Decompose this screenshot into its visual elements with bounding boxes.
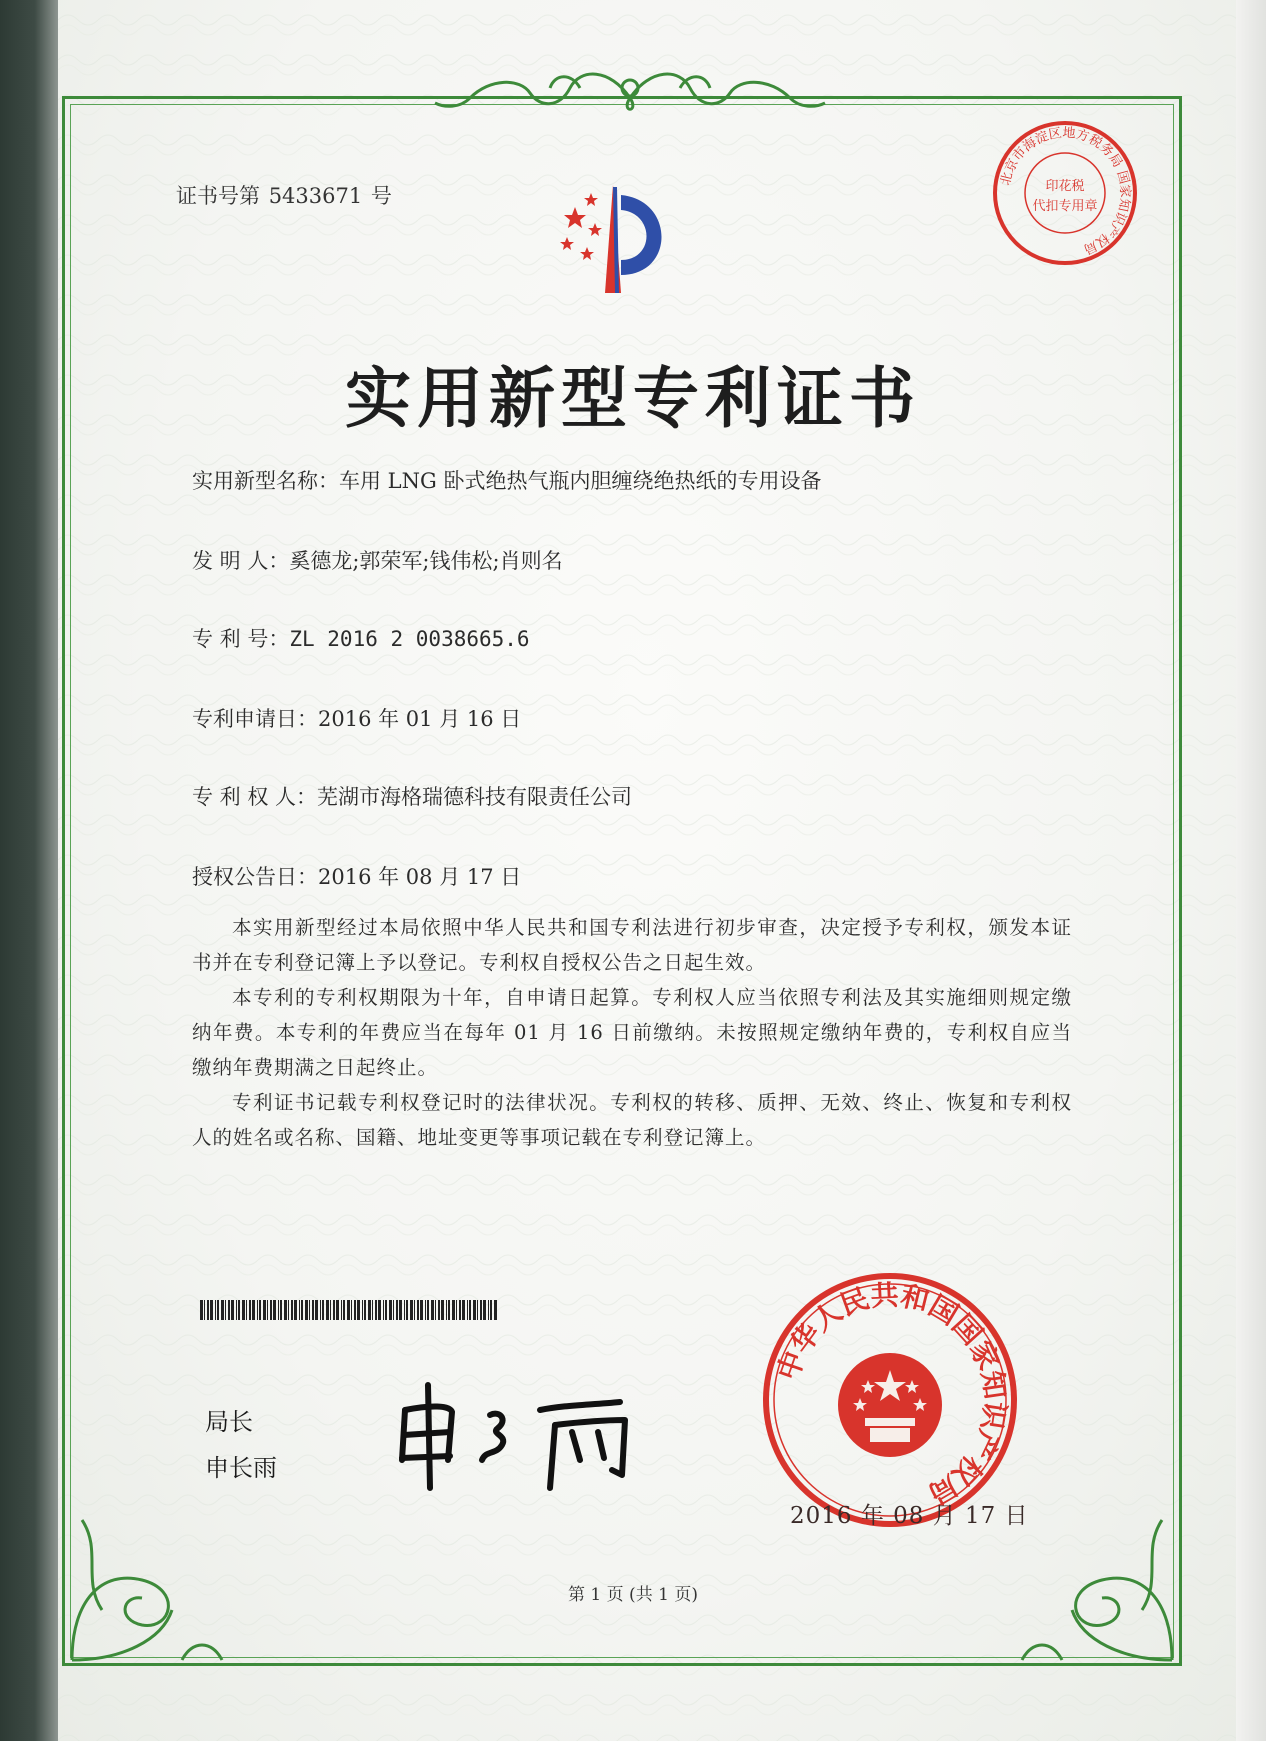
barcode-bar	[483, 1300, 486, 1320]
field-grant-date	[192, 861, 521, 891]
name-value: 车用 LNG 卧式绝热气瓶内胆缠绕绝热纸的专用设备	[339, 469, 822, 493]
barcode-bar	[280, 1300, 282, 1320]
barcode-bar	[238, 1300, 240, 1320]
seal-ring-text: 中华人民共和国国家知识产权局	[771, 1278, 1012, 1512]
barcode-bar	[399, 1300, 402, 1320]
certificate-number	[176, 180, 392, 210]
barcode-bar	[435, 1300, 436, 1320]
barcode-bar	[278, 1300, 279, 1320]
certificate-number-value: 5433671	[268, 184, 363, 208]
barcode-bar	[425, 1300, 426, 1320]
barcode-bar	[396, 1300, 398, 1320]
barcode-bar	[452, 1300, 455, 1320]
top-ornament-icon	[430, 58, 830, 128]
national-emblem-icon	[838, 1353, 942, 1457]
barcode-bar	[322, 1300, 324, 1320]
barcode-bar	[333, 1300, 335, 1320]
tax-seal-ring-text: 北京市海淀区地方税务局 国家知识产权局	[998, 125, 1133, 257]
barcode-bar	[217, 1300, 219, 1320]
director-signature-icon	[390, 1370, 650, 1500]
body-paragraph-3: 专利证书记载专利权登记时的法律状况。专利权的转移、质押、无效、终止、恢复和专利权人的姓名或名称、国籍、地址变更等事项记载在专利登记簿上。	[192, 1091, 1072, 1149]
patentee-label: 专 利 权 人：	[192, 785, 318, 809]
application-date-value: 2016 年 01 月 16 日	[318, 707, 522, 731]
barcode-bar	[456, 1300, 457, 1320]
sipo-official-seal-icon	[760, 1270, 1020, 1530]
inventor-value: 奚德龙;郭荣军;钱伟松;肖则名	[289, 549, 563, 573]
certificate-number-suffix: 号	[370, 184, 392, 208]
barcode-bar	[228, 1300, 230, 1320]
patentee-value: 芜湖市海格瑞德科技有限责任公司	[317, 785, 633, 809]
barcode	[200, 1300, 500, 1320]
barcode-bar	[389, 1300, 392, 1320]
barcode-bar	[438, 1300, 440, 1320]
barcode-bar	[259, 1300, 261, 1320]
barcode-bar	[299, 1300, 300, 1320]
barcode-bar	[494, 1300, 497, 1320]
barcode-bar	[459, 1300, 461, 1320]
barcode-bar	[393, 1300, 394, 1320]
field-utility-model-name	[192, 465, 821, 495]
barcode-bar	[462, 1300, 465, 1320]
barcode-bar	[326, 1300, 329, 1320]
barcode-bar	[284, 1300, 287, 1320]
barcode-bar	[288, 1300, 289, 1320]
field-inventor	[192, 545, 563, 575]
barcode-bar	[469, 1300, 471, 1320]
barcode-bar	[473, 1300, 476, 1320]
barcode-bar	[301, 1300, 303, 1320]
patent-number-value: ZL 2016 2 0038665.6	[289, 627, 530, 651]
scan-binding-edge	[0, 0, 58, 1741]
name-label: 实用新型名称：	[192, 469, 339, 493]
body-paragraph-1: 本实用新型经过本局依照中华人民共和国专利法进行初步审查，决定授予专利权，颁发本证书并在专利登记簿上予以登记。专利权自授权公告之日起生效。	[192, 916, 1072, 974]
barcode-bar	[215, 1300, 216, 1320]
barcode-bar	[347, 1300, 350, 1320]
barcode-bar	[231, 1300, 234, 1320]
barcode-bar	[343, 1300, 345, 1320]
barcode-bar	[291, 1300, 293, 1320]
barcode-bar	[378, 1300, 381, 1320]
barcode-bar	[431, 1300, 434, 1320]
certificate-title: 实用新型专利证书	[345, 359, 921, 437]
director-name: 申长雨	[205, 1454, 277, 1482]
barcode-bar	[242, 1300, 245, 1320]
barcode-bar	[448, 1300, 450, 1320]
patent-number-label: 专 利 号：	[192, 627, 290, 651]
field-application-date	[192, 703, 521, 733]
barcode-bar	[305, 1300, 308, 1320]
barcode-bar	[417, 1300, 419, 1320]
certificate-number-label: 证书号第	[176, 184, 260, 208]
bottom-left-ornament-icon	[62, 1460, 232, 1670]
barcode-bar	[309, 1300, 310, 1320]
barcode-bar	[270, 1300, 272, 1320]
barcode-bar	[341, 1300, 342, 1320]
barcode-bar	[368, 1300, 371, 1320]
barcode-bar	[364, 1300, 366, 1320]
tax-seal-center-line2: 代扣专用章	[1032, 199, 1098, 214]
barcode-bar	[221, 1300, 224, 1320]
barcode-bar	[420, 1300, 423, 1320]
barcode-bar	[225, 1300, 226, 1320]
bottom-right-ornament-icon	[1012, 1460, 1182, 1670]
barcode-bar	[207, 1300, 209, 1320]
barcode-bar	[246, 1300, 247, 1320]
barcode-bar	[372, 1300, 373, 1320]
grant-date-value: 2016 年 08 月 17 日	[318, 865, 522, 889]
barcode-bar	[249, 1300, 251, 1320]
barcode-bar	[480, 1300, 482, 1320]
barcode-bar	[406, 1300, 408, 1320]
tax-seal-center-line1: 印花税	[1045, 179, 1085, 194]
barcode-bar	[488, 1300, 489, 1320]
director-title: 局长	[205, 1408, 253, 1436]
barcode-bar	[273, 1300, 276, 1320]
barcode-bar	[383, 1300, 384, 1320]
tax-stamp-seal-icon	[990, 118, 1140, 268]
barcode-bar	[362, 1300, 363, 1320]
barcode-bar	[357, 1300, 360, 1320]
barcode-bar	[320, 1300, 321, 1320]
barcode-bar	[385, 1300, 387, 1320]
barcode-bar	[427, 1300, 429, 1320]
barcode-bar	[354, 1300, 356, 1320]
barcode-bar	[252, 1300, 255, 1320]
application-date-label: 专利申请日：	[192, 707, 318, 731]
barcode-bar	[257, 1300, 258, 1320]
field-patent-number	[192, 623, 530, 653]
barcode-bar	[263, 1300, 266, 1320]
scan-right-edge	[1236, 0, 1266, 1741]
barcode-bar	[414, 1300, 415, 1320]
body-paragraph-2: 本专利的专利权期限为十年，自申请日起算。专利权人应当依照专利法及其实施细则规定缴纳年费。本专利的年费应当在每年 01 月 16 日前缴纳。未按照规定缴纳年费的，专利权自应当缴纳年费期满之日起终止。	[192, 986, 1072, 1079]
barcode-bar	[330, 1300, 331, 1320]
barcode-bar	[477, 1300, 478, 1320]
inventor-label: 发 明 人：	[192, 549, 290, 573]
barcode-bar	[336, 1300, 339, 1320]
barcode-bar	[236, 1300, 237, 1320]
barcode-bar	[404, 1300, 405, 1320]
barcode-bar	[267, 1300, 268, 1320]
barcode-bar	[467, 1300, 468, 1320]
barcode-bar	[315, 1300, 318, 1320]
barcode-bar	[312, 1300, 314, 1320]
barcode-bar	[294, 1300, 297, 1320]
grant-date-label: 授权公告日：	[192, 865, 318, 889]
barcode-bar	[351, 1300, 352, 1320]
page-number: 第 1 页 (共 1 页)	[568, 1585, 698, 1605]
barcode-bar	[210, 1300, 213, 1320]
barcode-bar	[446, 1300, 447, 1320]
barcode-bar	[375, 1300, 377, 1320]
barcode-bar	[410, 1300, 413, 1320]
barcode-bar	[200, 1300, 203, 1320]
barcode-bar	[204, 1300, 205, 1320]
barcode-bar	[490, 1300, 492, 1320]
certificate-body	[192, 910, 1072, 1155]
seal-date: 2016 年 08 月 17 日	[790, 1503, 1029, 1529]
barcode-bar	[441, 1300, 444, 1320]
sipo-emblem-icon	[555, 175, 675, 300]
field-patentee	[192, 781, 632, 811]
